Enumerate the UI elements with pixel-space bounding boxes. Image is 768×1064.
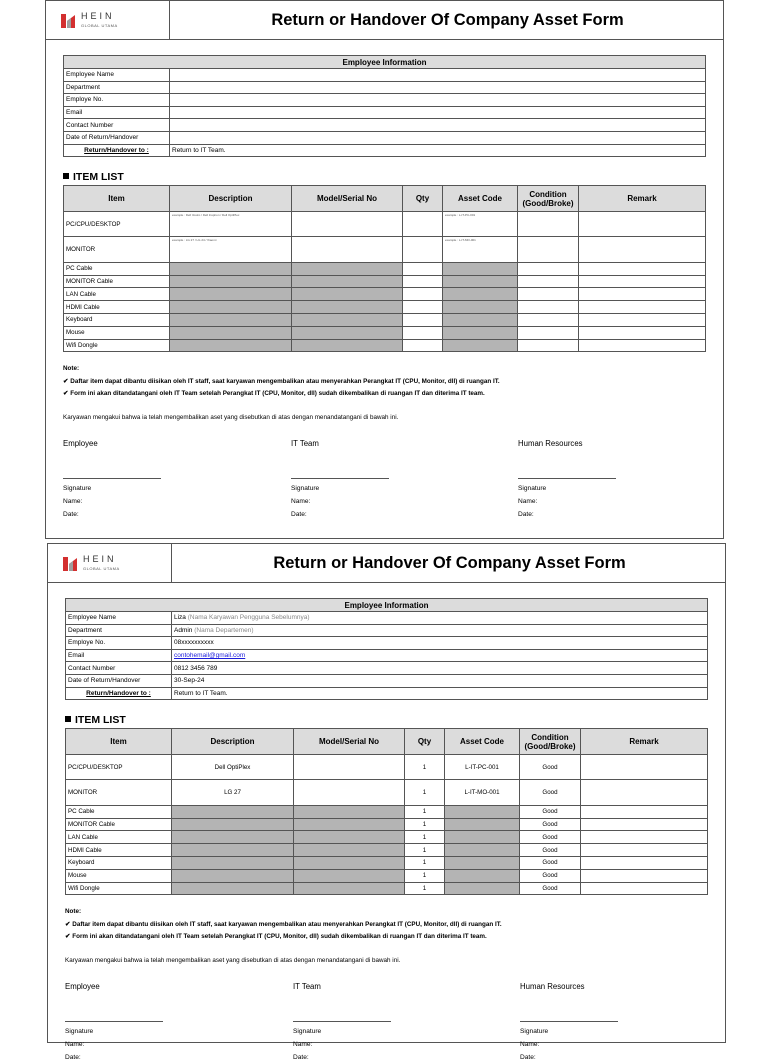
employee-info-row (66, 637, 708, 650)
employee-field-label: Email (64, 106, 170, 119)
item-list-table (65, 728, 708, 895)
employee-info-table (65, 598, 708, 700)
item-condition-cell[interactable] (518, 212, 579, 237)
item-row (64, 212, 706, 237)
field-hint-text: (Nama Departemen) (194, 626, 254, 634)
item-model-cell[interactable] (292, 275, 403, 288)
signature-field-label: Signature (63, 485, 92, 492)
logo-brand-text: HEIN (83, 554, 117, 564)
item-model-cell[interactable] (292, 313, 403, 326)
employee-info-row (66, 624, 708, 637)
item-model-cell[interactable] (294, 856, 405, 869)
item-qty-cell[interactable]: 1 (405, 780, 445, 805)
signature-field-label: Signature (518, 485, 547, 492)
checkmark-icon: ✔ (65, 920, 71, 928)
signature-field-label: Signature (293, 1028, 322, 1035)
item-list-table (63, 185, 706, 352)
item-asset-code-cell[interactable] (445, 844, 520, 857)
item-asset-code-cell[interactable] (443, 301, 518, 314)
signature-field-label: Signature (291, 485, 320, 492)
item-column-header: Model/Serial No (292, 186, 403, 212)
employee-field-label: Date of Return/Handover (64, 131, 170, 144)
handover-row (64, 144, 706, 157)
agreement-text: Karyawan mengakui bahwa ia telah mengembalikan aset yang disebutkan di atas dengan menandatangani di bawah ini. (65, 957, 401, 964)
item-model-cell[interactable] (292, 288, 403, 301)
field-value-text: Admin (174, 626, 193, 634)
employee-field-label: Employe No. (64, 94, 170, 107)
note-heading: Note: (65, 908, 82, 915)
item-remark-cell[interactable] (581, 805, 708, 818)
item-row (64, 237, 706, 262)
signature-field-label: Date: (293, 1054, 309, 1061)
signature-role: Human Resources (520, 982, 585, 991)
item-row (66, 818, 708, 831)
note-line (63, 376, 500, 389)
item-qty-cell[interactable] (403, 237, 443, 262)
checkmark-icon: ✔ (63, 377, 69, 385)
employee-field-label: Employee Name (66, 612, 172, 625)
signature-field-label: Name: (293, 1041, 313, 1048)
signature-line[interactable] (293, 1021, 391, 1022)
item-row (64, 301, 706, 314)
item-column-header: Item (64, 186, 170, 212)
item-name-cell: MONITOR Cable (64, 275, 170, 288)
signature-line[interactable] (520, 1021, 618, 1022)
item-description-cell[interactable] (170, 313, 292, 326)
item-description-cell[interactable] (172, 844, 294, 857)
filled-asset-form (47, 543, 726, 1061)
employee-info-row (64, 69, 706, 82)
item-asset-code-cell[interactable]: example : L-IT-MO-001 (443, 237, 518, 262)
item-column-header: Asset Code (445, 729, 520, 755)
item-remark-cell[interactable] (581, 882, 708, 895)
item-qty-cell[interactable] (403, 288, 443, 301)
item-list-title (63, 171, 124, 183)
form-header (46, 1, 723, 40)
item-asset-code-cell[interactable]: example : L-IT-PC-001 (443, 212, 518, 237)
signature-line[interactable] (291, 478, 389, 479)
item-qty-cell[interactable] (403, 313, 443, 326)
item-remark-cell[interactable] (581, 780, 708, 805)
item-name-cell: PC/CPU/DESKTOP (66, 755, 172, 780)
note-block (63, 363, 500, 401)
employee-field-value[interactable] (170, 69, 706, 82)
item-asset-code-cell[interactable] (443, 313, 518, 326)
item-row (66, 805, 708, 818)
handover-value[interactable]: Return to IT Team. (170, 144, 706, 157)
employee-field-label: Employee Name (64, 69, 170, 82)
field-value-text: 30-Sep-24 (174, 677, 205, 685)
item-qty-cell[interactable] (403, 326, 443, 339)
item-asset-code-cell[interactable] (445, 831, 520, 844)
item-model-cell[interactable] (292, 301, 403, 314)
note-line (63, 388, 500, 401)
item-model-cell[interactable] (294, 780, 405, 805)
item-description-cell[interactable] (172, 882, 294, 895)
employee-field-value[interactable] (172, 662, 708, 675)
checkmark-icon: ✔ (65, 933, 71, 940)
item-description-cell[interactable]: Dell OptiPlex (172, 755, 294, 780)
checkmark-icon: ✔ (63, 390, 69, 397)
item-column-header: Item (66, 729, 172, 755)
handover-value[interactable]: Return to IT Team. (172, 687, 708, 700)
item-condition-cell[interactable] (518, 275, 579, 288)
item-qty-cell[interactable] (403, 275, 443, 288)
item-condition-cell[interactable]: Good (520, 882, 581, 895)
item-table-header-row (66, 729, 708, 755)
employee-field-value[interactable] (172, 674, 708, 687)
company-logo (48, 544, 172, 583)
item-column-header: Condition (Good/Broke) (520, 729, 581, 755)
employee-info-row (66, 674, 708, 687)
item-description-cell[interactable] (172, 805, 294, 818)
signature-field-label: Name: (291, 498, 311, 505)
square-bullet-icon (65, 716, 71, 722)
item-row (66, 844, 708, 857)
item-qty-cell[interactable] (403, 301, 443, 314)
item-remark-cell[interactable] (579, 212, 706, 237)
item-table-header-row (64, 186, 706, 212)
employee-field-value[interactable] (170, 119, 706, 132)
signature-field-label: Name: (65, 1041, 85, 1048)
company-logo (46, 1, 170, 40)
item-qty-cell[interactable] (403, 339, 443, 352)
item-remark-cell[interactable] (579, 262, 706, 275)
signature-block (518, 439, 718, 521)
item-column-header: Model/Serial No (294, 729, 405, 755)
item-column-header: Description (170, 186, 292, 212)
signature-block (291, 439, 491, 521)
item-condition-cell[interactable]: Good (520, 869, 581, 882)
signature-field-label: Signature (520, 1028, 549, 1035)
field-hint-text: (Nama Karyawan Pengguna Sebelumnya) (187, 614, 310, 622)
item-remark-cell[interactable] (581, 818, 708, 831)
item-model-cell[interactable] (292, 237, 403, 262)
item-description-cell[interactable]: LG 27 (172, 780, 294, 805)
item-condition-cell[interactable] (518, 288, 579, 301)
item-description-cell[interactable] (172, 856, 294, 869)
item-asset-code-cell[interactable] (445, 805, 520, 818)
employee-field-label: Employe No. (66, 637, 172, 650)
item-remark-cell[interactable] (581, 869, 708, 882)
signature-line[interactable] (63, 478, 161, 479)
item-asset-code-cell[interactable] (445, 869, 520, 882)
item-condition-cell[interactable]: Good (520, 780, 581, 805)
employee-info-row (64, 119, 706, 132)
employee-field-value[interactable] (172, 612, 708, 625)
item-name-cell: Wifi Dongle (66, 882, 172, 895)
item-qty-cell[interactable]: 1 (405, 805, 445, 818)
item-remark-cell[interactable] (581, 831, 708, 844)
item-name-cell: PC/CPU/DESKTOP (64, 212, 170, 237)
item-column-header: Qty (403, 186, 443, 212)
item-remark-cell[interactable] (581, 844, 708, 857)
item-asset-code-cell[interactable] (443, 326, 518, 339)
field-value-text: 0812 3456 789 (174, 664, 218, 672)
item-asset-code-cell[interactable] (443, 288, 518, 301)
item-qty-cell[interactable]: 1 (405, 882, 445, 895)
item-row (66, 856, 708, 869)
item-description-cell[interactable] (170, 275, 292, 288)
item-row (66, 831, 708, 844)
item-name-cell: MONITOR Cable (66, 818, 172, 831)
employee-field-value[interactable] (170, 131, 706, 144)
item-column-header: Qty (405, 729, 445, 755)
signature-field-label: Date: (63, 511, 79, 518)
item-condition-cell[interactable] (518, 313, 579, 326)
item-description-cell[interactable] (170, 301, 292, 314)
item-model-cell[interactable] (294, 869, 405, 882)
item-column-header: Condition (Good/Broke) (518, 186, 579, 212)
form-header (48, 544, 725, 583)
field-value-text: Liza (174, 614, 186, 622)
employee-field-value[interactable] (170, 81, 706, 94)
item-row (64, 262, 706, 275)
employee-field-label: Date of Return/Handover (66, 674, 172, 687)
field-value-text: 08xxxxxxxxxx (174, 639, 214, 647)
handover-label: Return/Handover to : (64, 144, 170, 157)
signature-block (63, 439, 263, 521)
item-model-cell[interactable] (292, 326, 403, 339)
item-name-cell: HDMI Cable (64, 301, 170, 314)
signature-line[interactable] (518, 478, 616, 479)
signature-field-label: Date: (65, 1054, 81, 1061)
item-qty-cell[interactable] (403, 212, 443, 237)
employee-field-value[interactable] (170, 94, 706, 107)
employee-info-row (64, 131, 706, 144)
item-asset-code-cell[interactable]: L-IT-PC-001 (445, 755, 520, 780)
employee-field-label: Department (66, 624, 172, 637)
employee-info-row (64, 106, 706, 119)
signature-field-label: Name: (518, 498, 538, 505)
signature-role: Employee (65, 982, 100, 991)
item-description-cell[interactable] (170, 339, 292, 352)
item-name-cell: HDMI Cable (66, 844, 172, 857)
item-condition-cell[interactable]: Good (520, 856, 581, 869)
employee-info-row (64, 94, 706, 107)
signature-field-label: Date: (518, 511, 534, 518)
item-row (66, 869, 708, 882)
item-qty-cell[interactable]: 1 (405, 831, 445, 844)
item-description-cell[interactable] (170, 262, 292, 275)
item-name-cell: Mouse (64, 326, 170, 339)
item-description-cell[interactable] (172, 818, 294, 831)
signature-field-label: Name: (520, 1041, 540, 1048)
item-condition-cell[interactable]: Good (520, 818, 581, 831)
item-qty-cell[interactable] (403, 262, 443, 275)
employee-info-row (64, 81, 706, 94)
item-remark-cell[interactable] (579, 237, 706, 262)
note-line-text: Daftar item dapat dibantu diisikan oleh IT staff, saat karyawan mengembalikan atau menyerahkan Perangkat IT (CPU, Monitor, dll) di ruangan IT. (72, 920, 502, 928)
item-asset-code-cell[interactable]: L-IT-MO-001 (445, 780, 520, 805)
note-line-text: Form ini akan ditandatangani oleh IT Team setelah Perangkat IT (CPU, Monitor, dll) sudah dikembalikan di ruangan IT dan diterima IT team. (70, 390, 485, 397)
logo-subtext: GLOBAL UTAMA (81, 23, 118, 28)
employee-info-row (66, 649, 708, 662)
employee-field-value[interactable] (172, 624, 708, 637)
item-description-cell[interactable] (170, 288, 292, 301)
item-row (66, 882, 708, 895)
item-name-cell: MONITOR (64, 237, 170, 262)
employee-field-label: Contact Number (66, 662, 172, 675)
email-link[interactable]: contohemail@gmail.com (174, 652, 246, 660)
item-asset-code-cell[interactable] (445, 818, 520, 831)
item-condition-cell[interactable] (518, 339, 579, 352)
employee-info-header: Employee Information (66, 599, 708, 612)
form-title: Return or Handover Of Company Asset Form (273, 554, 626, 572)
employee-info-header: Employee Information (64, 56, 706, 69)
item-condition-cell[interactable]: Good (520, 805, 581, 818)
item-description-cell[interactable]: example : LG 27 / LG 24 / Xiaomi (170, 237, 292, 262)
item-qty-cell[interactable]: 1 (405, 869, 445, 882)
item-model-cell[interactable] (294, 844, 405, 857)
note-block (65, 906, 502, 944)
item-description-cell[interactable] (170, 326, 292, 339)
note-line (65, 931, 502, 944)
item-row (64, 275, 706, 288)
item-row (66, 780, 708, 805)
signature-field-label: Name: (63, 498, 83, 505)
item-name-cell: Wifi Dongle (64, 339, 170, 352)
item-list-title-text: ITEM LIST (73, 171, 124, 183)
signature-block (65, 982, 265, 1064)
item-name-cell: PC Cable (64, 262, 170, 275)
signature-field-label: Date: (291, 511, 307, 518)
item-model-cell[interactable] (294, 755, 405, 780)
item-qty-cell[interactable]: 1 (405, 818, 445, 831)
signature-role: IT Team (293, 982, 321, 991)
item-condition-cell[interactable]: Good (520, 755, 581, 780)
item-condition-cell[interactable]: Good (520, 831, 581, 844)
item-model-cell[interactable] (294, 805, 405, 818)
logo-brand-text: HEIN (81, 11, 115, 21)
hein-logo-icon (62, 555, 78, 571)
employee-field-label: Email (66, 649, 172, 662)
item-list-title (65, 714, 126, 726)
item-column-header: Remark (581, 729, 708, 755)
item-row (64, 313, 706, 326)
item-description-cell[interactable] (172, 831, 294, 844)
note-heading: Note: (63, 365, 80, 372)
item-name-cell: Keyboard (64, 313, 170, 326)
signature-role: Employee (63, 439, 98, 448)
item-model-cell[interactable] (294, 818, 405, 831)
item-list-title-text: ITEM LIST (75, 714, 126, 726)
hein-logo-icon (60, 12, 76, 28)
item-column-header: Remark (579, 186, 706, 212)
item-asset-code-cell[interactable] (443, 262, 518, 275)
item-qty-cell[interactable]: 1 (405, 856, 445, 869)
item-model-cell[interactable] (292, 262, 403, 275)
item-remark-cell[interactable] (581, 856, 708, 869)
note-line-text: Form ini akan ditandatangani oleh IT Team setelah Perangkat IT (CPU, Monitor, dll) sudah dikembalikan di ruangan IT dan diterima IT team. (72, 933, 487, 940)
item-remark-cell[interactable] (579, 288, 706, 301)
handover-row (66, 687, 708, 700)
employee-field-label: Department (64, 81, 170, 94)
item-condition-cell[interactable]: Good (520, 844, 581, 857)
item-condition-cell[interactable] (518, 237, 579, 262)
item-name-cell: LAN Cable (64, 288, 170, 301)
item-qty-cell[interactable]: 1 (405, 844, 445, 857)
item-model-cell[interactable] (292, 212, 403, 237)
employee-info-row (66, 612, 708, 625)
employee-info-table (63, 55, 706, 157)
employee-field-label: Contact Number (64, 119, 170, 132)
employee-field-value[interactable] (172, 649, 708, 662)
item-row (66, 755, 708, 780)
note-line (65, 919, 502, 932)
square-bullet-icon (63, 173, 69, 179)
item-model-cell[interactable] (294, 831, 405, 844)
signature-line[interactable] (65, 1021, 163, 1022)
form-title: Return or Handover Of Company Asset Form (271, 11, 624, 29)
note-line-text: Daftar item dapat dibantu diisikan oleh IT staff, saat karyawan mengembalikan atau menyerahkan Perangkat IT (CPU, Monitor, dll) di ruangan IT. (70, 377, 500, 385)
item-name-cell: Keyboard (66, 856, 172, 869)
item-condition-cell[interactable] (518, 326, 579, 339)
blank-asset-form (45, 0, 724, 539)
item-asset-code-cell[interactable] (445, 882, 520, 895)
item-qty-cell[interactable]: 1 (405, 755, 445, 780)
item-asset-code-cell[interactable] (443, 339, 518, 352)
item-row (64, 339, 706, 352)
item-condition-cell[interactable] (518, 262, 579, 275)
handover-label: Return/Handover to : (66, 687, 172, 700)
signature-block (520, 982, 720, 1064)
item-remark-cell[interactable] (579, 275, 706, 288)
item-name-cell: LAN Cable (66, 831, 172, 844)
item-row (64, 288, 706, 301)
item-name-cell: PC Cable (66, 805, 172, 818)
employee-field-value[interactable] (172, 637, 708, 650)
item-remark-cell[interactable] (579, 301, 706, 314)
item-asset-code-cell[interactable] (445, 856, 520, 869)
signature-field-label: Signature (65, 1028, 94, 1035)
agreement-text: Karyawan mengakui bahwa ia telah mengembalikan aset yang disebutkan di atas dengan menandatangani di bawah ini. (63, 414, 399, 421)
item-column-header: Description (172, 729, 294, 755)
item-remark-cell[interactable] (579, 326, 706, 339)
item-column-header: Asset Code (443, 186, 518, 212)
item-asset-code-cell[interactable] (443, 275, 518, 288)
signature-role: Human Resources (518, 439, 583, 448)
item-remark-cell[interactable] (579, 339, 706, 352)
item-condition-cell[interactable] (518, 301, 579, 314)
signature-field-label: Date: (520, 1054, 536, 1061)
item-name-cell: Mouse (66, 869, 172, 882)
item-row (64, 326, 706, 339)
item-model-cell[interactable] (294, 882, 405, 895)
signature-role: IT Team (291, 439, 319, 448)
logo-subtext: GLOBAL UTAMA (83, 566, 120, 571)
item-model-cell[interactable] (292, 339, 403, 352)
employee-field-value[interactable] (170, 106, 706, 119)
item-remark-cell[interactable] (581, 755, 708, 780)
signature-block (293, 982, 493, 1064)
item-remark-cell[interactable] (579, 313, 706, 326)
item-name-cell: MONITOR (66, 780, 172, 805)
employee-info-row (66, 662, 708, 675)
item-description-cell[interactable]: example : Dell Vostro / Dell Inspiron / Dell OptiPlex (170, 212, 292, 237)
item-description-cell[interactable] (172, 869, 294, 882)
